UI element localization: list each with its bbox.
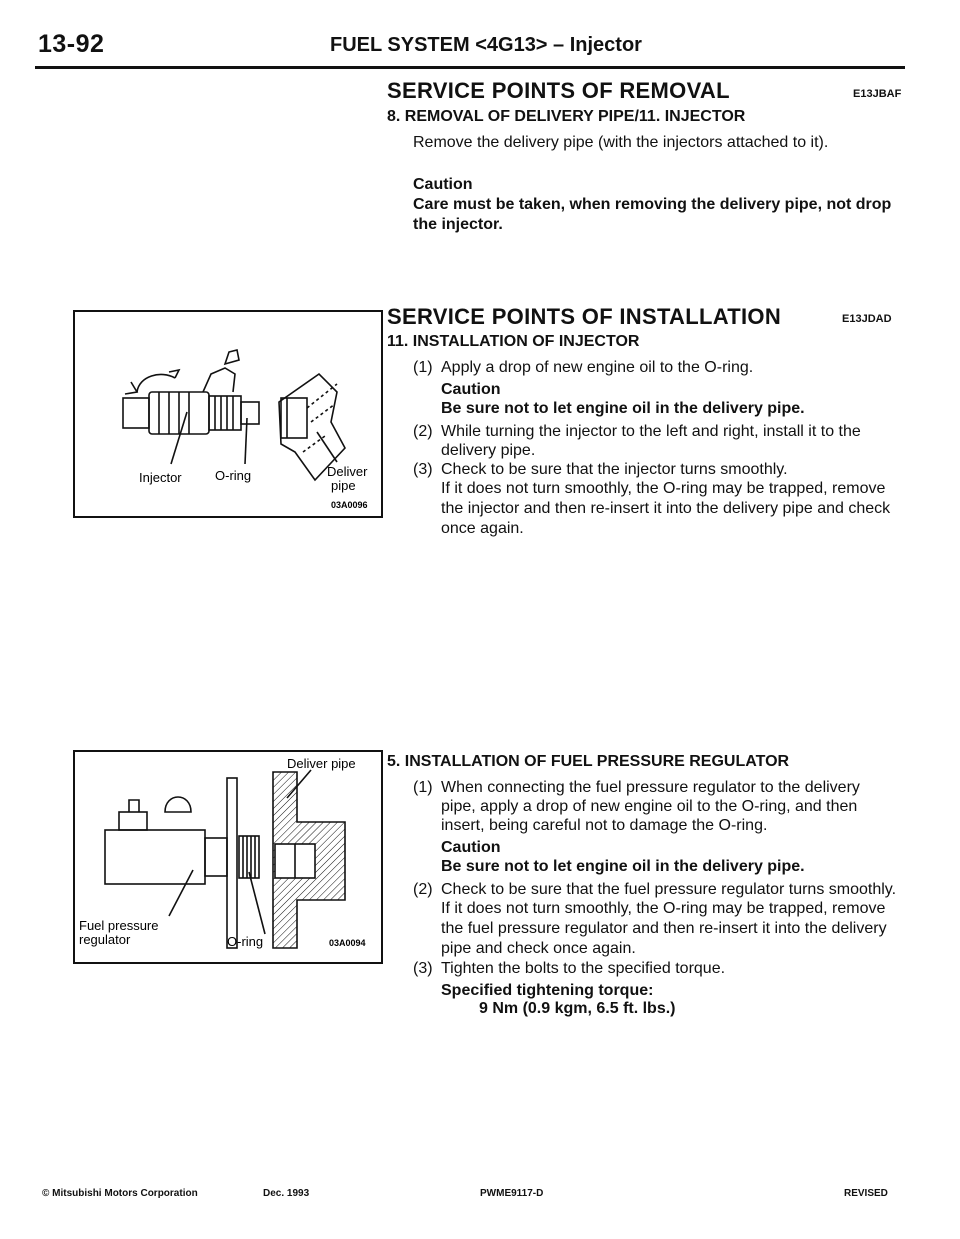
step-number: (2) — [413, 423, 433, 440]
footer-date: Dec. 1993 — [263, 1188, 310, 1199]
figure-label-delivery-pipe: Deliver pipe — [287, 756, 356, 771]
step-text: Check to be sure that the fuel pressure regulator turns smoothly. — [441, 881, 897, 898]
figure-label-pipe: pipe — [331, 478, 356, 493]
removal-item-title: 8. REMOVAL OF DELIVERY PIPE/11. INJECTOR — [387, 108, 746, 125]
step-number: (3) — [413, 461, 433, 478]
caution-label: Caution — [441, 839, 501, 856]
figure-label-delivery: Deliver — [327, 464, 368, 479]
step-item — [413, 358, 897, 377]
page-number: 13-92 — [38, 30, 105, 58]
step-number: (2) — [413, 881, 433, 898]
step-item — [413, 880, 897, 899]
footer-doc-code: PWME9117-D — [480, 1188, 544, 1199]
step-number: (1) — [413, 779, 433, 796]
step-followup-text: If it does not turn smoothly, the O-ring may be trapped, remove the injector and then re-insert it into the delivery pipe and check once again. — [441, 480, 891, 537]
step-text: When connecting the fuel pressure regulator to the delivery pipe, apply a drop of new engine oil to the O-ring, and then insert, being careful not to damage the O-ring. — [441, 779, 860, 834]
injector-diagram — [75, 312, 381, 516]
torque-value: 9 Nm (0.9 kgm, 6.5 ft. lbs.) — [479, 1000, 676, 1017]
regulator-install-title: 5. INSTALLATION OF FUEL PRESSURE REGULATOR — [387, 753, 790, 770]
installation-section-code: E13JDAD — [842, 313, 892, 325]
regulator-diagram — [75, 752, 381, 962]
injector-figure — [73, 310, 383, 518]
regulator-caution — [441, 839, 897, 877]
step-text: Check to be sure that the injector turns smoothly. — [441, 461, 788, 478]
footer-copyright: © Mitsubishi Motors Corporation — [42, 1188, 198, 1199]
footer-status: REVISED — [844, 1188, 888, 1199]
removal-caution-text: Care must be taken, when removing the delivery pipe, not drop the injector. — [413, 196, 892, 233]
figure-label-oring: O-ring — [227, 934, 264, 949]
step-item — [413, 422, 897, 460]
step-item — [413, 460, 897, 479]
figure-code: 03A0094 — [329, 938, 366, 948]
step-text: While turning the injector to the left and right, install it to the delivery pipe. — [441, 423, 861, 459]
removal-section-title: SERVICE POINTS OF REMOVAL — [387, 78, 730, 103]
step-item — [413, 778, 897, 835]
figure-label-injector: Injector — [139, 470, 182, 485]
removal-text: Remove the delivery pipe (with the injectors attached to it). — [413, 134, 829, 151]
removal-section-code: E13JBAF — [853, 88, 902, 100]
step-number: (1) — [413, 359, 433, 376]
regulator-figure — [73, 750, 383, 964]
step-text: Tighten the bolts to the specified torque. — [441, 960, 726, 977]
figure-label-oring: O-ring — [215, 468, 252, 483]
removal-caution-label: Caution — [413, 176, 473, 193]
step-item — [413, 959, 897, 978]
header-divider — [35, 66, 905, 69]
caution-text: Be sure not to let engine oil in the delivery pipe. — [441, 400, 805, 417]
figure-label-regulator: Fuel pressure — [79, 918, 159, 933]
step-number: (3) — [413, 960, 433, 977]
figure-label-regulator-2: regulator — [79, 932, 131, 947]
regulator-install-steps — [413, 778, 897, 1018]
caution-text: Be sure not to let engine oil in the delivery pipe. — [441, 858, 805, 875]
page-title: FUEL SYSTEM <4G13> – Injector — [330, 34, 642, 56]
step-text: Apply a drop of new engine oil to the O-ring. — [441, 359, 754, 376]
injector-install-steps — [413, 358, 897, 539]
step-followup-text: If it does not turn smoothly, the O-ring may be trapped, remove the fuel pressure regulator and then re-insert it into the delivery pipe and check once again. — [441, 900, 887, 957]
figure-code: 03A0096 — [331, 500, 368, 510]
injector-install-title: 11. INSTALLATION OF INJECTOR — [387, 333, 640, 350]
torque-label: Specified tightening torque: — [441, 982, 654, 999]
injector-caution — [441, 381, 897, 419]
installation-section-title: SERVICE POINTS OF INSTALLATION — [387, 304, 782, 329]
caution-label: Caution — [441, 381, 501, 398]
